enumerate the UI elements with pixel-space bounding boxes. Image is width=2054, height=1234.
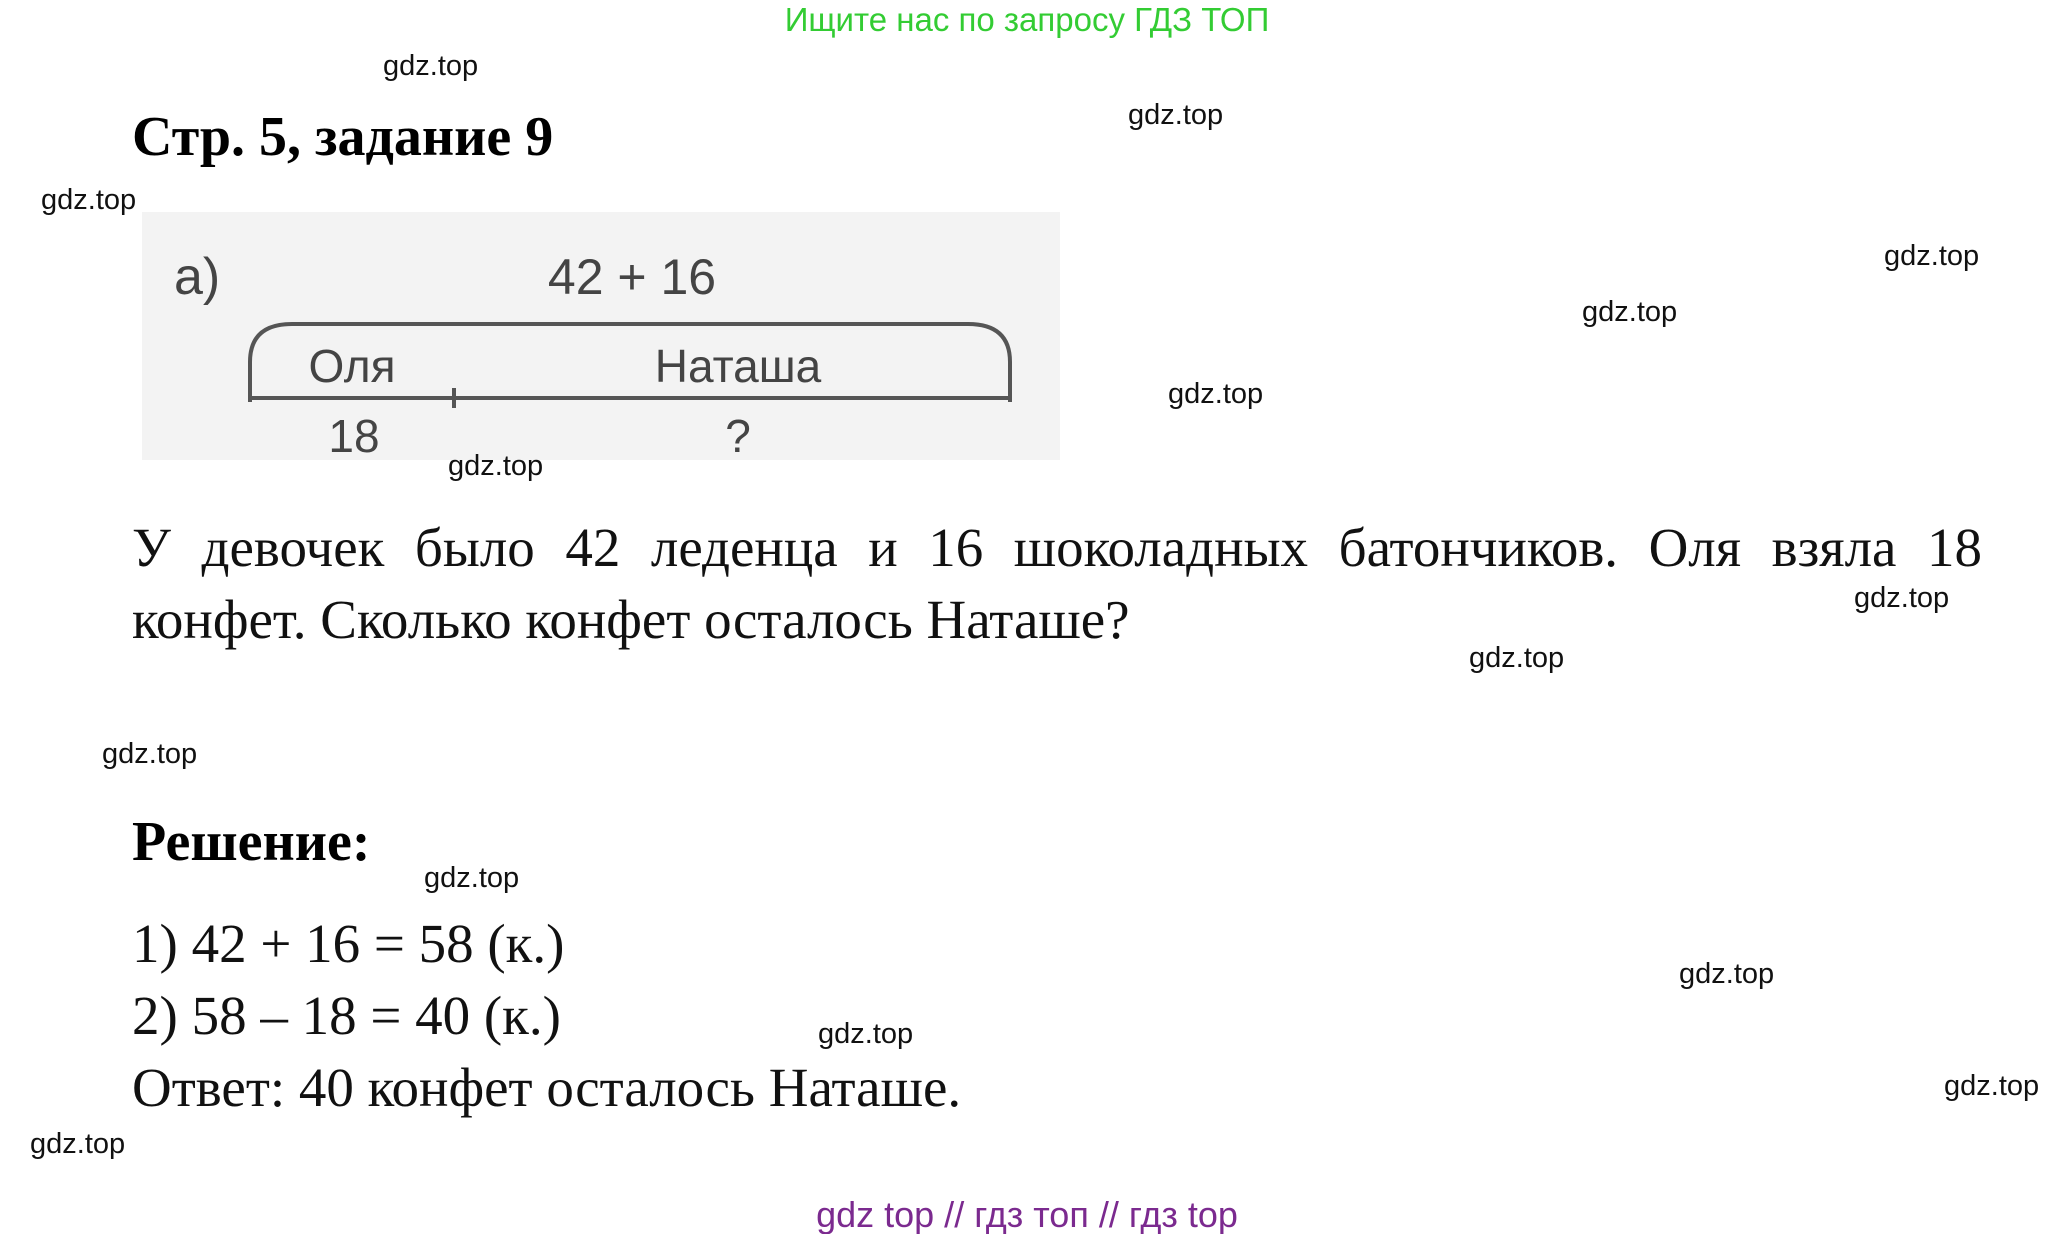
watermark: gdz.top [1884, 240, 1980, 272]
diagram-left-name: Оля [308, 340, 396, 392]
watermark: gdz.top [818, 1018, 914, 1050]
diagram-right-value: ? [725, 410, 751, 460]
watermark: gdz.top [1168, 378, 1264, 410]
watermark: gdz.top [1582, 296, 1678, 328]
watermark: gdz.top [383, 50, 479, 82]
diagram-right-name: Наташа [654, 340, 822, 392]
task-diagram [142, 212, 1060, 460]
watermark: gdz.top [41, 184, 137, 216]
diagram-total-label: 42 + 16 [547, 249, 717, 305]
watermark: gdz.top [102, 738, 198, 770]
watermark: gdz.top [1679, 958, 1775, 990]
watermark: gdz.top [1128, 99, 1224, 131]
search-banner: Ищите нас по запросу ГДЗ ТОП [784, 1, 1270, 38]
watermark: gdz.top [448, 450, 544, 482]
page-title: Стр. 5, задание 9 [132, 106, 554, 168]
footer-links: gdz top // гдз топ // гдз top [816, 1194, 1238, 1234]
segment-diagram-svg [142, 212, 1060, 460]
watermark: gdz.top [1469, 642, 1565, 674]
diagram-letter: а) [174, 248, 221, 306]
solution-step-1: 1) 42 + 16 = 58 (к.) [132, 913, 565, 974]
watermark: gdz.top [30, 1128, 126, 1160]
solution-step-2: 2) 58 – 18 = 40 (к.) [132, 985, 561, 1046]
watermark: gdz.top [1944, 1070, 2040, 1102]
solution-answer: Ответ: 40 конфет осталось Наташе. [132, 1057, 962, 1118]
solution-heading: Решение: [132, 811, 371, 873]
watermark: gdz.top [1854, 582, 1950, 614]
problem-text: У девочек было 42 леденца и 16 шоколадных батончиков. Оля взяла 18 конфет. Сколько конфет осталось Наташе? [132, 517, 1982, 650]
diagram-left-value: 18 [328, 410, 380, 460]
watermark: gdz.top [424, 862, 520, 894]
